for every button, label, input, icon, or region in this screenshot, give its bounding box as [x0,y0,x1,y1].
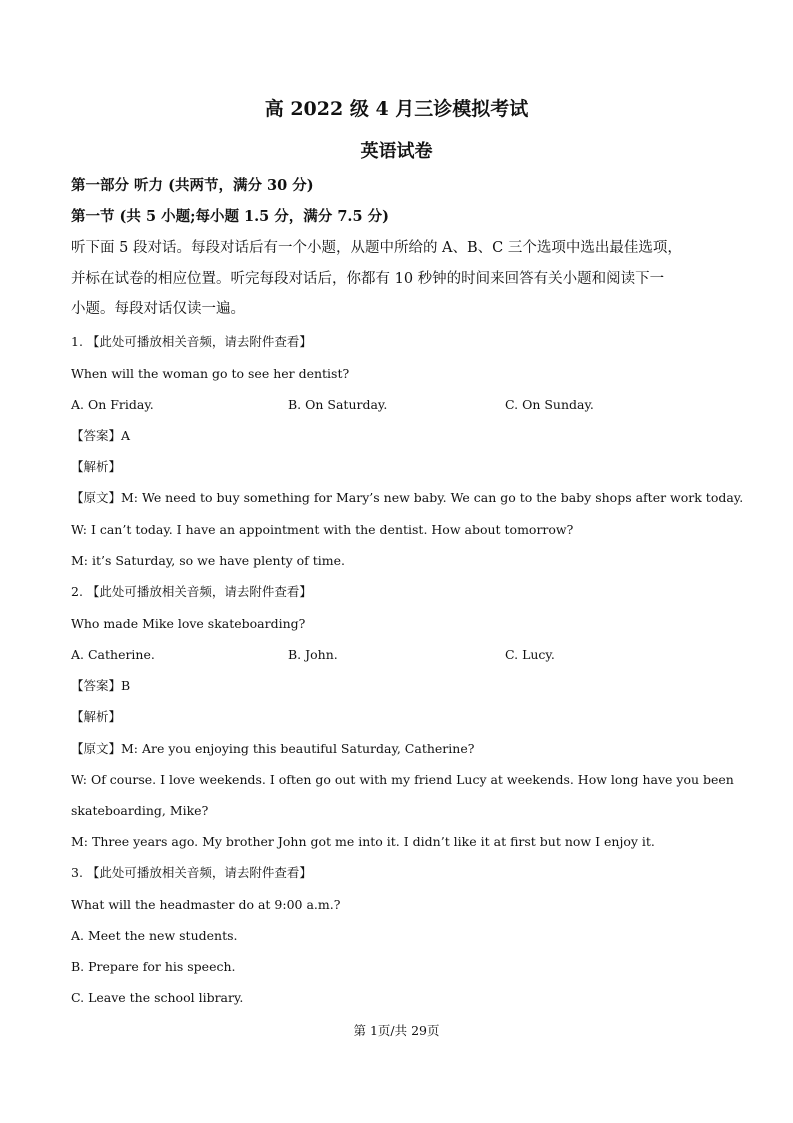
q2-option-b: B. John. [288,647,338,662]
section-heading: 第一节 (共 5 小题;每小题 1.5 分，满分 7.5 分) [71,208,389,225]
q1-transcript-1: 【原文】M: We need to buy something for Mary’s new baby. We can go to the baby shops after work today. [71,490,744,505]
q2-transcript-4: M: Three years ago. My brother John got me into it. I didn’t like it at first but now I enjoy it. [71,834,655,849]
instructions-line-3: 小题。每段对话仅读一遍。 [71,301,245,317]
q2-transcript-1: 【原文】M: Are you enjoying this beautiful Saturday, Catherine? [71,741,475,756]
q1-analysis: 【解析】 [71,459,122,474]
q1-question: When will the woman go to see her dentist? [71,366,350,381]
q2-option-a: A. Catherine. [71,647,155,662]
q2-question: Who made Mike love skateboarding? [71,616,306,631]
q1-transcript-3: M: it’s Saturday, so we have plenty of time. [71,553,346,568]
instructions-line-1: 听下面 5 段对话。每段对话后有一个小题，从题中所给的 A、B、C 三个选项中选出最佳选项， [71,240,682,256]
q1-option-b: B. On Saturday. [288,397,388,412]
instructions-line-2: 并标在试卷的相应位置。听完每段对话后，你都有 10 秒钟的时间来回答有关小题和阅读下一 [71,271,665,287]
q1-option-a: A. On Friday. [71,397,154,412]
q3-audio-note[interactable]: 3. 【此处可播放相关音频，请去附件查看】 [71,865,312,880]
q3-option-a: A. Meet the new students. [71,928,238,943]
q2-analysis: 【解析】 [71,709,122,724]
q2-answer: 【答案】B [71,678,131,693]
q1-option-c: C. On Sunday. [505,397,594,412]
q3-option-b: B. Prepare for his speech. [71,959,236,974]
q2-transcript-2: W: Of course. I love weekends. I often go out with my friend Lucy at weekends. How long have you been [71,772,734,787]
q2-audio-note[interactable]: 2. 【此处可播放相关音频，请去附件查看】 [71,584,312,599]
q2-option-c: C. Lucy. [505,647,555,662]
q3-option-c: C. Leave the school library. [71,990,244,1005]
exam-title: 高 2022 级 4 月三诊模拟考试 [264,98,529,120]
page-footer: 第 1页/共 29页 [353,1023,440,1038]
q3-question: What will the headmaster do at 9:00 a.m.? [71,897,341,912]
q2-transcript-3: skateboarding, Mike? [71,803,209,818]
part-heading: 第一部分 听力 (共两节，满分 30 分) [71,177,314,194]
q1-transcript-2: W: I can’t today. I have an appointment with the dentist. How about tomorrow? [71,522,574,537]
exam-subtitle: 英语试卷 [360,141,433,162]
q1-audio-note[interactable]: 1. 【此处可播放相关音频，请去附件查看】 [71,334,312,349]
q1-answer: 【答案】A [71,428,131,443]
